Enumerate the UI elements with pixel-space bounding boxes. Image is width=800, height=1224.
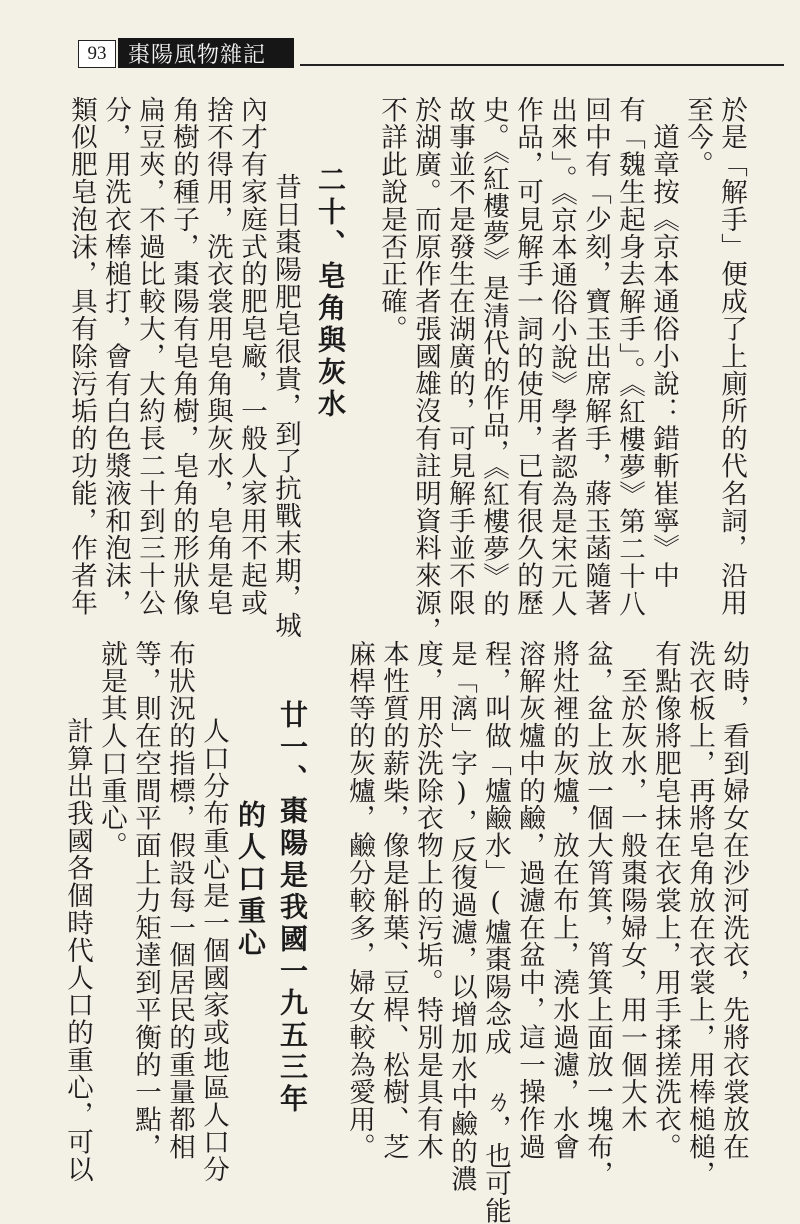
text-column: 於是「解手」便成了上廁所的代名詞，沿用 <box>716 96 747 617</box>
header-rule <box>300 64 784 66</box>
text-column: 盆，盆上放一個大筲箕，筲箕上面放一塊布， <box>582 640 613 1188</box>
text-column: 有「魏生起身去解手」。《紅樓夢》第二十八 <box>614 96 645 618</box>
text-column: 內才有家庭式的肥皂廠，一般人家用不起或 <box>236 96 267 617</box>
text-column: 分，用洗衣棒槌打，會有白色漿液和泡沫， <box>100 96 131 617</box>
magazine-title-banner: 棗陽風物雜記 <box>118 38 294 68</box>
section-heading-21-line-1: 廿一、棗陽是我國一九五三年 <box>276 700 309 1116</box>
text-column: 類似肥皂泡沫，具有除污垢的功能，作者年 <box>66 96 97 617</box>
text-column: 是「漓」字)，反復過濾，以增加水中鹼的濃 <box>446 640 477 1193</box>
text-column: 作品，可見解手一詞的使用，已有很久的歷 <box>512 96 543 617</box>
text-column: 洗衣板上，再將皂角放在衣裳上，用棒槌槌， <box>684 640 715 1188</box>
text-column: 扁豆夾，不過比較大，大約長二十到三十公 <box>134 96 165 617</box>
text-column: 計算出我國各個時代人口的重心，可以 <box>62 690 93 1184</box>
section-heading-20: 二十、皂角與灰水 <box>314 165 347 421</box>
text-column: 回中有「少刻，寶玉出席解手，蔣玉菡隨著 <box>580 96 611 617</box>
text-column: 就是其人口重心。 <box>96 640 127 860</box>
text-column: 史。《紅樓夢》是清代的作品，《紅樓夢》的 <box>478 96 509 618</box>
text-column: 至今。 <box>682 96 713 179</box>
text-column: 麻桿等的灰爐，鹼分較多，婦女較為愛用。 <box>344 640 375 1161</box>
text-column: 人口分布重心是一個國家或地區人口分 <box>198 690 229 1184</box>
lower-section-heading <box>230 700 312 1160</box>
lower-block-2 <box>60 640 230 1184</box>
text-column: 角樹的種子，棗陽有皂角樹，皂角的形狀像 <box>168 96 199 617</box>
text-column: 幼時，看到婦女在沙河洗衣，先將衣裳放在 <box>718 640 749 1161</box>
page-number: 93 <box>78 40 116 68</box>
text-column: 昔日棗陽肥皂很貴，到了抗戰末期，城 <box>270 146 301 640</box>
text-column: 捨不得用，洗衣裳用皂角與灰水，皂角是皂 <box>202 96 233 617</box>
upper-section-heading <box>310 165 350 425</box>
text-column: 溶解灰爐中的鹼，過濾在盆中，這一操作過 <box>514 640 545 1161</box>
text-column: 布狀況的指標，假設每一個居民的重量都相 <box>164 640 195 1161</box>
text-column: 程，叫做「爐鹼水」(爐棗陽念成 ㄌ，也可能 <box>480 640 511 1224</box>
upper-block-1 <box>370 96 748 644</box>
upper-block-2 <box>64 96 304 640</box>
text-column: 故事並不是發生在湖廣的，可見解手並不限 <box>444 96 475 617</box>
text-column: 道章按《京本通俗小說：錯斬崔寧》中 <box>648 96 679 590</box>
text-column: 出來」。《京本通俗小說》學者認為是宋元人 <box>546 96 577 618</box>
text-column: 至於灰水，一般棗陽婦女，用一個大木 <box>616 640 647 1134</box>
text-column: 於湖廣。而原作者張國雄沒有註明資料來源， <box>410 96 441 644</box>
text-column: 有點像將肥皂抹在衣裳上，用手揉搓洗衣。 <box>650 640 681 1161</box>
text-column: 等，則在空間平面上力矩達到平衡的一點， <box>130 640 161 1161</box>
text-column: 度，用於洗除衣物上的污垢。特別是具有木 <box>412 640 443 1161</box>
section-heading-21-line-2: 的人口重心 <box>234 800 267 960</box>
text-column: 不詳此說是否正確。 <box>376 96 407 343</box>
text-column: 將灶裡的灰爐，放在布上，澆水過濾，水會 <box>548 640 579 1161</box>
text-column: 本性質的薪柴，像是斛葉、豆桿、松樹、芝 <box>378 640 409 1161</box>
lower-block-1 <box>338 640 750 1224</box>
